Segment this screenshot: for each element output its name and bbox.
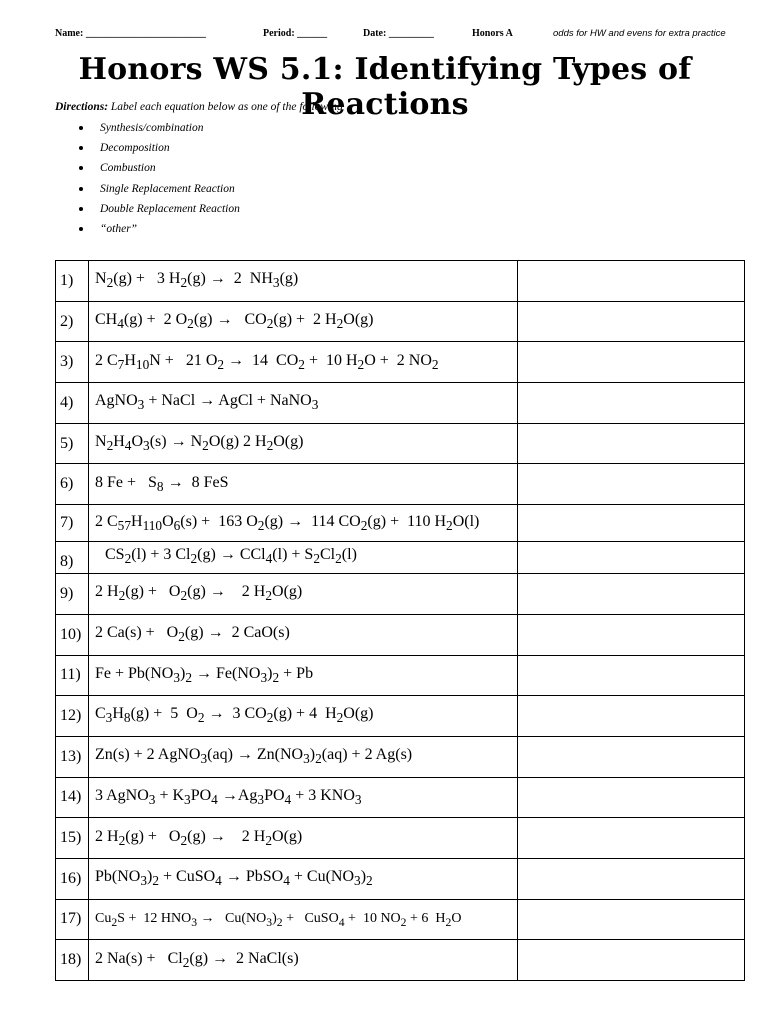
answer-cell[interactable] <box>518 342 745 383</box>
reaction-equation: 2 $C_7H_{10}N + 21$ $O_2 \to 14$ $CO_2 + 10$ $H_2O + 2$ $NO_2$ <box>89 342 518 383</box>
table-row <box>56 423 745 464</box>
reaction-equation: 2 $Ca(s) + O_2(g) \to 2$ CaO(s) <box>89 614 518 655</box>
reaction-number: 18) <box>56 940 89 981</box>
table-row <box>56 696 745 737</box>
reactions-table <box>55 260 745 981</box>
name-field: Name: ________________________ <box>55 28 206 39</box>
reaction-number: 16) <box>56 858 89 899</box>
answer-cell[interactable] <box>518 301 745 342</box>
reaction-number: 10) <box>56 614 89 655</box>
homework-note: odds for HW and evens for extra practice <box>553 28 726 39</box>
reaction-number: 11) <box>56 655 89 696</box>
table-row <box>56 261 745 302</box>
answer-cell[interactable] <box>518 899 745 940</box>
reaction-number: 14) <box>56 777 89 818</box>
reaction-equation: 2 $Na(s) + Cl_2(g) \to 2$ NaCl(s) <box>89 940 518 981</box>
answer-cell[interactable] <box>518 464 745 505</box>
reaction-type-option: Synthesis/combination <box>78 120 240 140</box>
reaction-equation: 3 AgNO$_3$ + $K_3PO_4 \to Ag_3PO_4 + 3$ $KNO_3$ <box>89 777 518 818</box>
directions-label: Directions: <box>55 101 109 113</box>
table-row <box>56 342 745 383</box>
answer-cell[interactable] <box>518 542 745 574</box>
table-row <box>56 383 745 424</box>
reaction-number: 6) <box>56 464 89 505</box>
reaction-type-option: Double Replacement Reaction <box>78 201 240 221</box>
reaction-equation: $N_2H_4O_3(s) \to N_2O(g)$ 2 $H_2O(g)$ <box>89 423 518 464</box>
reaction-equation: 2 $H_2(g) + O_2(g)$ → 2 $H_2O(g)$ <box>89 574 518 615</box>
class-label: Honors A <box>472 28 513 39</box>
reaction-equation: 8 $Fe + S_8 \to 8$ FeS <box>89 464 518 505</box>
reaction-equation: $Pb(NO_3)_2$ + CuSO$_4$ → PbSO$_4$ + $Cu(NO_3)_2$ <box>89 858 518 899</box>
period-field: Period: ______ <box>263 28 328 39</box>
reaction-number: 9) <box>56 574 89 615</box>
reaction-number: 4) <box>56 383 89 424</box>
table-row <box>56 899 745 940</box>
answer-cell[interactable] <box>518 505 745 542</box>
answer-cell[interactable] <box>518 940 745 981</box>
page-title: Honors WS 5.1: Identifying Types of Reactions <box>78 52 692 122</box>
table-row <box>56 301 745 342</box>
reaction-number: 12) <box>56 696 89 737</box>
table-row <box>56 574 745 615</box>
reaction-number: 1) <box>56 261 89 302</box>
table-row <box>56 614 745 655</box>
table-row <box>56 818 745 859</box>
answer-cell[interactable] <box>518 655 745 696</box>
reaction-type-option: Combustion <box>78 160 240 180</box>
answer-cell[interactable] <box>518 261 745 302</box>
table-row <box>56 736 745 777</box>
reaction-number: 2) <box>56 301 89 342</box>
table-row <box>56 777 745 818</box>
reaction-number: 8) <box>56 542 89 574</box>
answer-cell[interactable] <box>518 423 745 464</box>
answer-cell[interactable] <box>518 858 745 899</box>
reaction-number: 17) <box>56 899 89 940</box>
reaction-type-option: Single Replacement Reaction <box>78 181 240 201</box>
directions-text: Label each equation below as one of the following <box>110 101 343 113</box>
answer-cell[interactable] <box>518 818 745 859</box>
date-field: Date: _________ <box>363 28 434 39</box>
answer-cell[interactable] <box>518 383 745 424</box>
reaction-type-option: “other” <box>78 221 240 241</box>
reaction-number: 5) <box>56 423 89 464</box>
answer-cell[interactable] <box>518 736 745 777</box>
reaction-equation: $CH_4(g) + 2$ $O_2(g) \to CO_2(g) + 2$ $H_2O(g)$ <box>89 301 518 342</box>
reaction-equation: $CS_2(l) + 3$ $Cl_2(g) \to CCl_4(l) + S_2Cl_2(l)$ <box>89 542 518 574</box>
reaction-equation: $Fe + Pb(NO_3)_2 \to Fe(NO_3)_2 + Pb$ <box>89 655 518 696</box>
reaction-type-list <box>78 120 240 241</box>
reaction-equation: Zn(s) + 2 AgNO$_3$(aq) → $Zn(NO_3)_2(aq) + 2$ Ag(s) <box>89 736 518 777</box>
reaction-equation: $Cu_2S + 12$ $HNO_3 \to Cu(NO_3)_2$ + CuSO$_4$ + 10 $NO_2 + 6$ $H_2O$ <box>89 899 518 940</box>
table-row <box>56 464 745 505</box>
reaction-number: 7) <box>56 505 89 542</box>
reaction-equation: 2 $H_2(g) + O_2(g)$ → 2 $H_2O(g)$ <box>89 818 518 859</box>
reaction-equation: 2 $C_{57}H_{110}O_6(s) + 163$ $O_2(g) \to 114$ $CO_2(g) + 110$ $H_2O(l)$ <box>89 505 518 542</box>
table-row <box>56 858 745 899</box>
table-row <box>56 542 745 574</box>
reaction-equation: $N_2(g) + 3$ $H_2(g) \to 2$ $NH_3(g)$ <box>89 261 518 302</box>
answer-cell[interactable] <box>518 777 745 818</box>
answer-cell[interactable] <box>518 614 745 655</box>
table-row <box>56 655 745 696</box>
reaction-equation: $C_3H_8(g) + 5$ $O_2 \to 3$ $CO_2(g) + 4$ $H_2O(g)$ <box>89 696 518 737</box>
table-row <box>56 940 745 981</box>
directions <box>55 101 655 113</box>
reaction-number: 15) <box>56 818 89 859</box>
reaction-number: 13) <box>56 736 89 777</box>
answer-cell[interactable] <box>518 574 745 615</box>
reaction-type-option: Decomposition <box>78 140 240 160</box>
table-row <box>56 505 745 542</box>
header <box>55 28 755 44</box>
reaction-equation: AgNO$_3$ + NaCl → AgCl + NaNO$_3$ <box>89 383 518 424</box>
answer-cell[interactable] <box>518 696 745 737</box>
reaction-number: 3) <box>56 342 89 383</box>
